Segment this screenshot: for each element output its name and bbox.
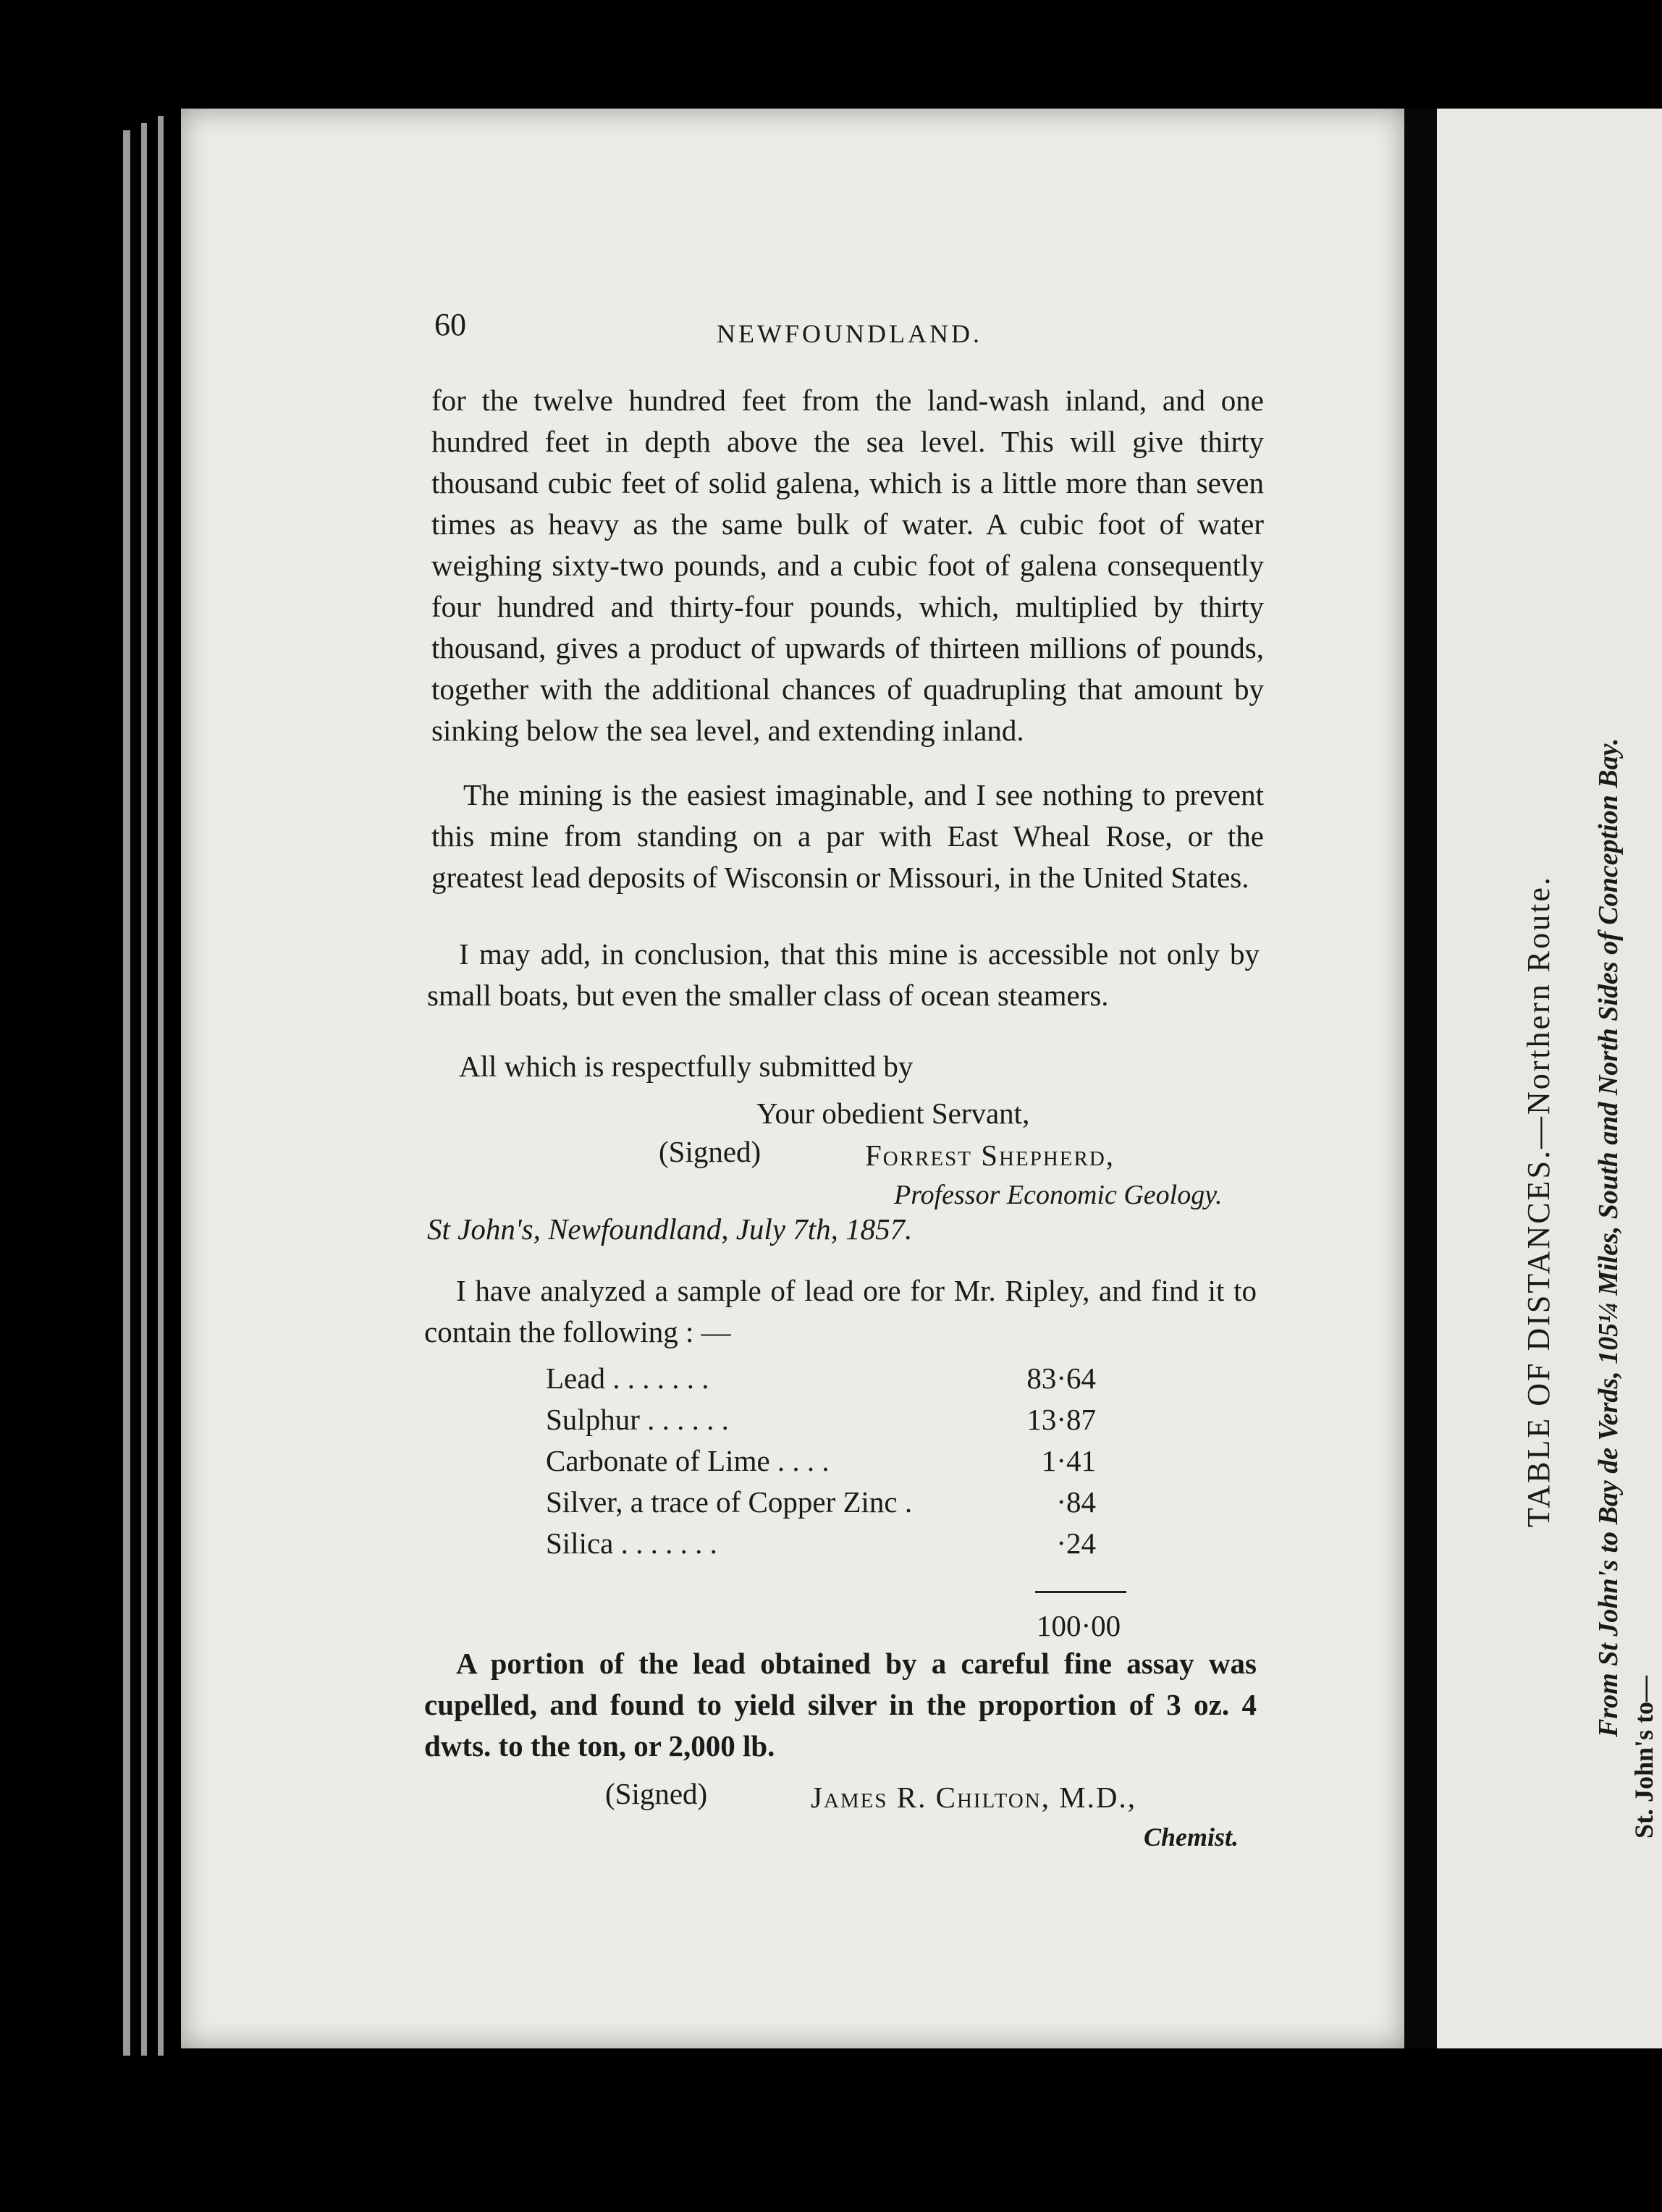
running-head: NEWFOUNDLAND. (717, 319, 982, 348)
table-row (546, 1485, 1096, 1526)
book-edge-2 (141, 123, 147, 2056)
closing-line: All which is respectfully submitted by (459, 1050, 914, 1083)
assay-total: 100·00 (1037, 1609, 1121, 1642)
assay-label: Sulphur . . . . . . (546, 1403, 729, 1436)
salutation: Your obedient Servant, (756, 1097, 1030, 1130)
facing-table-title: TABLE OF DISTANCES.—Northern Route. (1521, 875, 1556, 1527)
signed-label-2: (Signed) (605, 1777, 708, 1810)
page-number: 60 (434, 307, 466, 342)
analysis-intro: I have analyzed a sample of lead ore for Mr. Ripley, and find it to contain the following : — (424, 1274, 1257, 1348)
table-row (546, 1526, 1096, 1567)
paragraph-4: A portion of the lead obtained by a careful fine assay was cupelled, and found to yield silver in the proportion of 3 oz. 4 dwts. to the ton, or 2,000 lb. (424, 1647, 1257, 1763)
table-row (546, 1361, 1096, 1402)
assay-label: Silica . . . . . . . (546, 1527, 717, 1560)
book-edge-1 (123, 130, 130, 2056)
table-row (546, 1402, 1096, 1443)
table-row (546, 1443, 1096, 1485)
total-rule (1035, 1591, 1126, 1593)
assay-table (546, 1361, 1096, 1567)
signed-label-1: (Signed) (659, 1135, 762, 1168)
paragraph-2: The mining is the easiest imaginable, and I see nothing to prevent this mine from standing on a par with East Wheal Rose, or the greatest lead deposits of Wisconsin or Missouri, in the United States. (431, 778, 1264, 894)
signer-1-name: Forrest Shepherd, (865, 1139, 1115, 1172)
paragraph-1: for the twelve hundred feet from the land-wash inland, and one hundred feet in depth above the sea level. This will give thirty thousand cubic feet of solid galena, which is a little more than seven times as heavy as the same bulk of water. A cubic foot of water weighing sixty-two pounds, and a cubic foot of galena consequently four hundred and thirty-four pounds, which, multiplied by thirty thousand, gives a product of upwards of thirteen millions of pounds, together with the additional chances of quadrupling that amount by sinking below the sea level, and extending inland. (431, 384, 1264, 747)
assay-value: ·24 (1056, 1527, 1096, 1560)
assay-value: ·84 (1056, 1485, 1096, 1519)
signer-1-title: Professor Economic Geology. (894, 1180, 1223, 1210)
book-gutter (1404, 109, 1437, 2048)
assay-value: 13·87 (1026, 1403, 1096, 1436)
book-edge-3 (158, 116, 164, 2056)
facing-subtitle: From St John's to Bay de Verds, 105¼ Miles, South and North Sides of Conception Bay. (1593, 738, 1624, 1737)
place-date: St John's, Newfoundland, July 7th, 1857. (427, 1212, 913, 1246)
assay-label: Lead . . . . . . . (546, 1362, 709, 1395)
assay-label: Silver, a trace of Copper Zinc . (546, 1485, 913, 1519)
assay-label: Carbonate of Lime . . . . (546, 1444, 830, 1477)
paragraph-3: I may add, in conclusion, that this mine is accessible not only by small boats, but even the smaller class of ocean steamers. (427, 937, 1260, 1012)
signer-2-title: Chemist. (1144, 1823, 1239, 1852)
assay-value: 83·64 (1026, 1362, 1096, 1395)
facing-column-head: St. John's to— (1629, 1675, 1658, 1839)
signer-2-name: James R. Chilton, M.D., (811, 1781, 1137, 1814)
assay-value: 1·41 (1041, 1444, 1096, 1477)
